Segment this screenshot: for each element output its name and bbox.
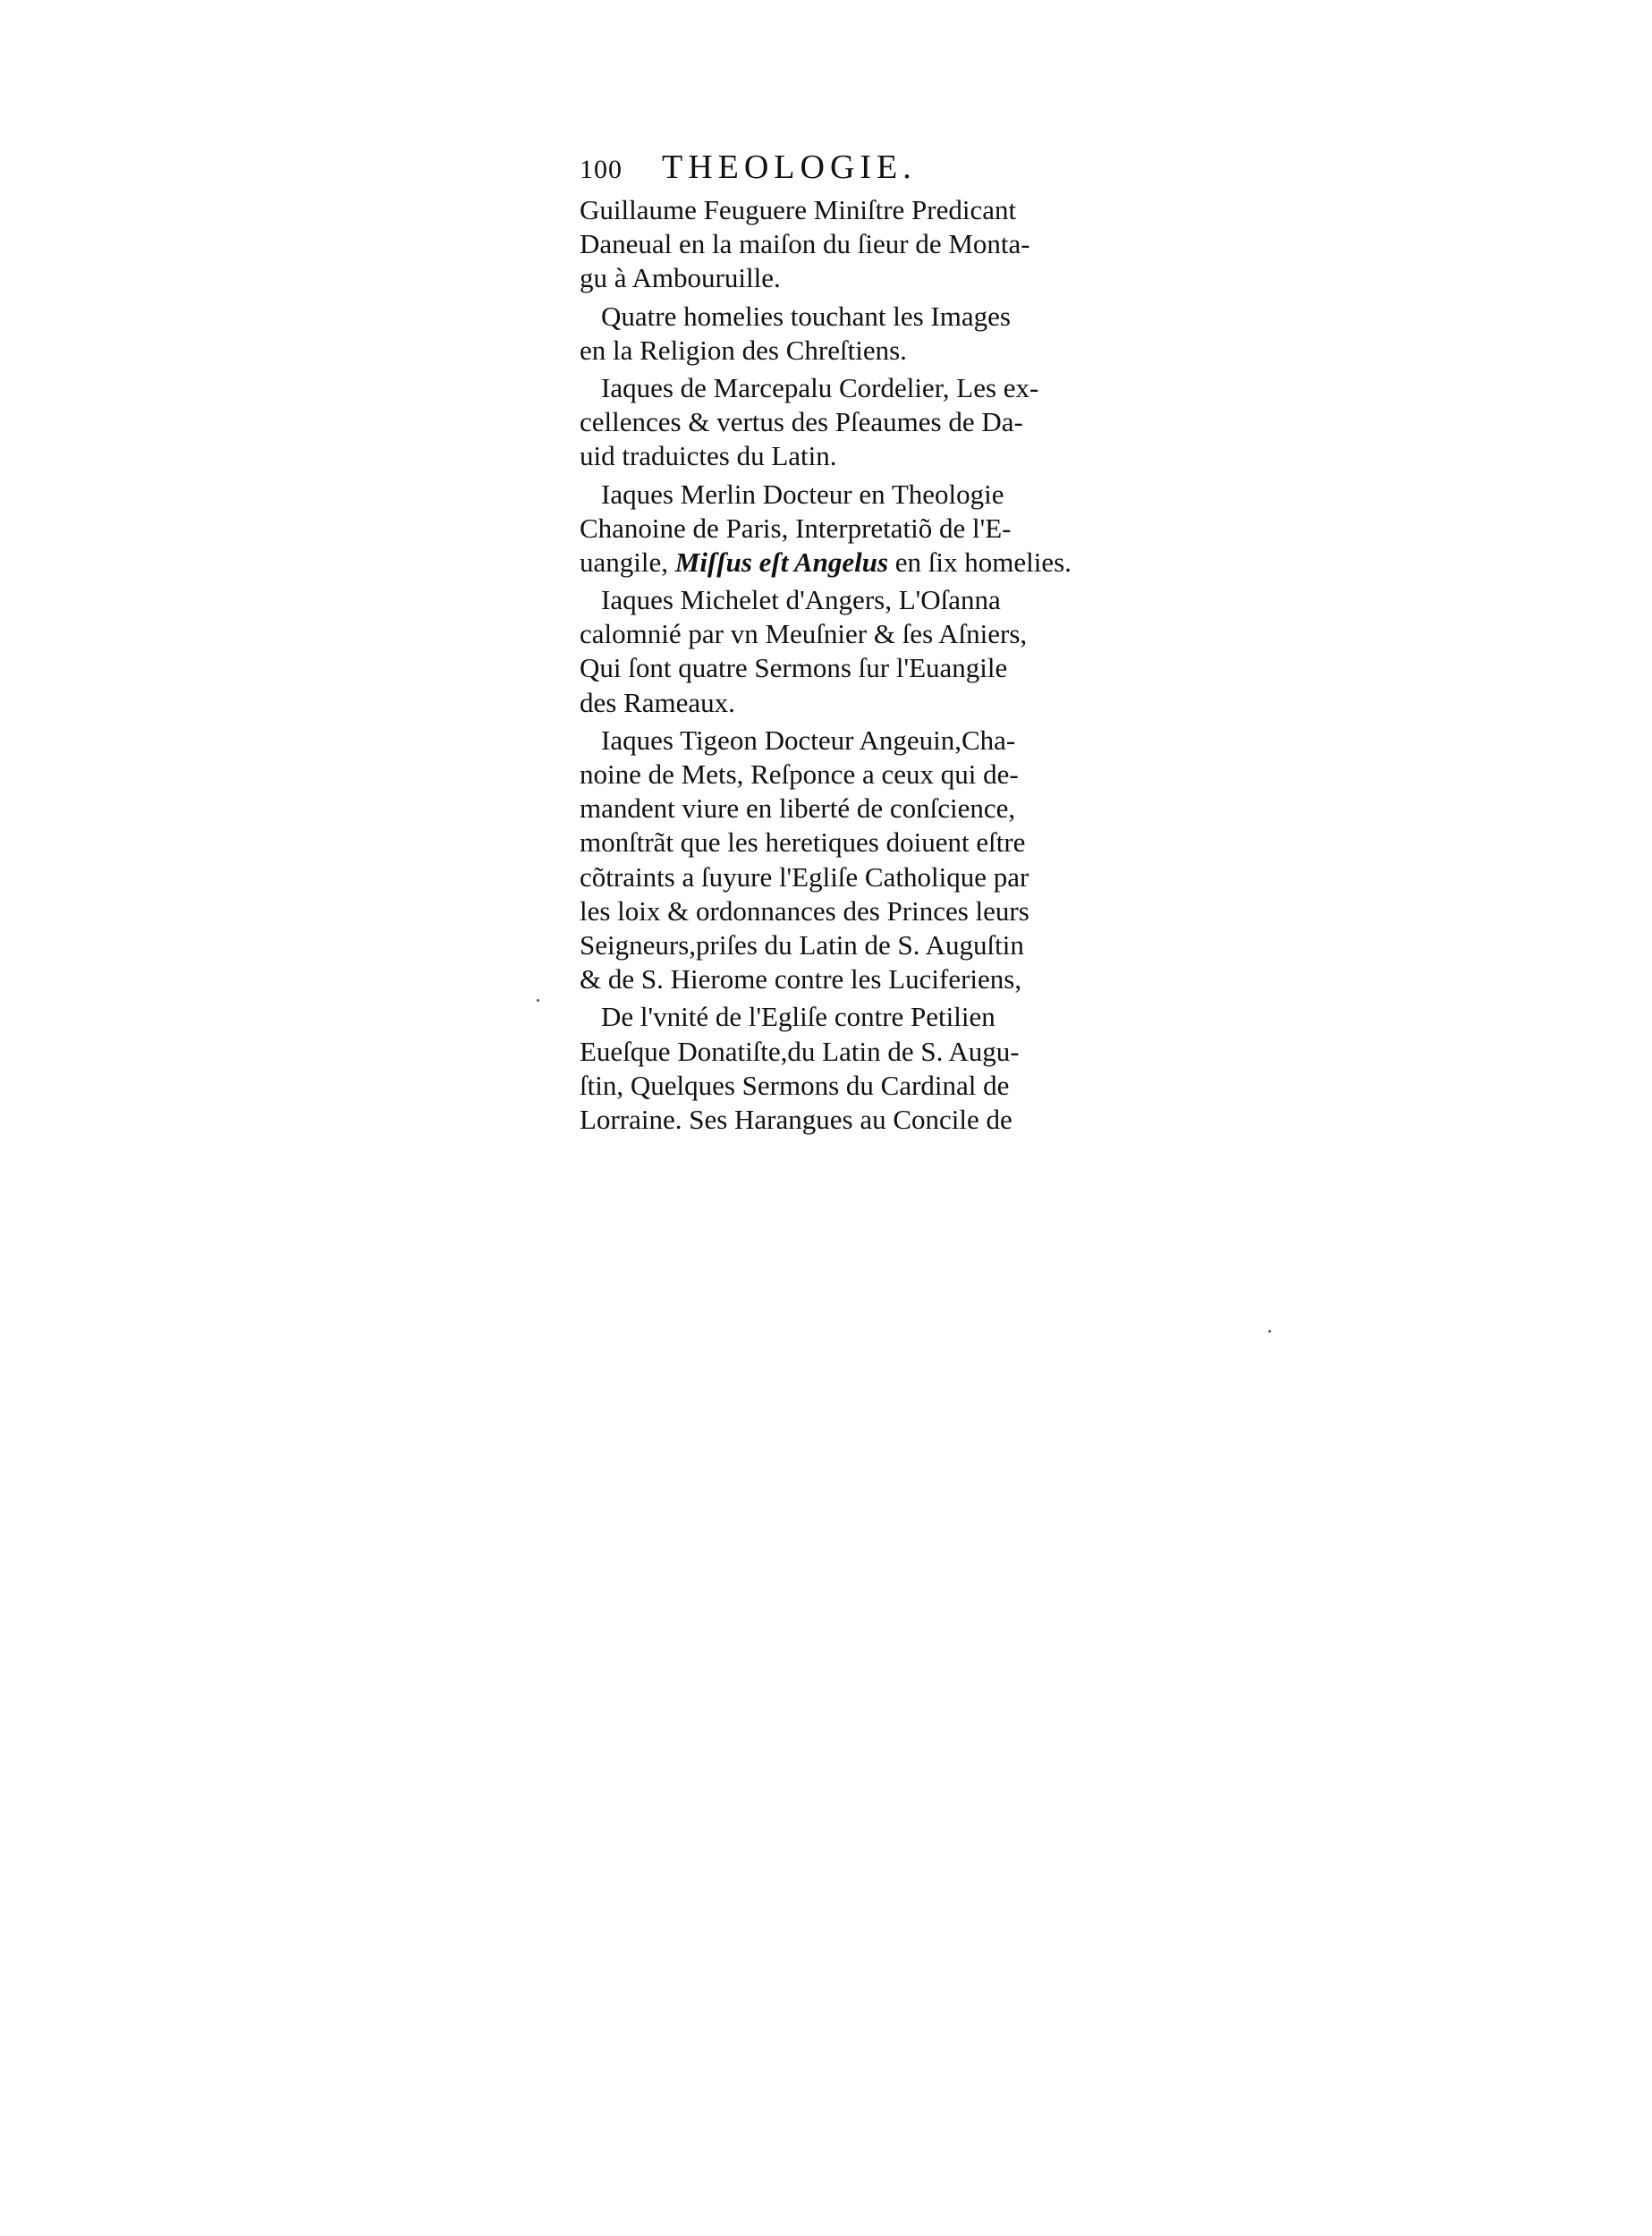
text-line: noine de Mets, Reſponce a ceux qui de- (580, 758, 1019, 790)
text-line-with-italic (580, 546, 1134, 580)
margin-speck-left (537, 999, 539, 1002)
text-line: Iaques de Marcepalu Cordelier, Les ex- (601, 371, 1039, 403)
text-line: calomnié par vn Meuſnier & ſes Aſniers, (580, 618, 1028, 650)
text-line: cõtraints a ſuyure l'Egliſe Catholique par (580, 860, 1029, 893)
text-line: mandent viure en liberté de conſcience, (580, 792, 1016, 825)
text-line: Eueſque Donatiſte,du Latin de S. Augu- (580, 1035, 1020, 1067)
page-number: 100 (580, 155, 623, 184)
text-line: cellences & vertus des Pſeaumes de Da- (580, 406, 1023, 438)
text-line: des Rameaux. (580, 686, 735, 718)
text-line: Iaques Michelet d'Angers, L'Oſanna (601, 584, 1001, 616)
text-line: Lorraine. Ses Harangues au Concile de (580, 1103, 1012, 1135)
text-run: en ſix homelies. (888, 546, 1072, 578)
text-line: Chanoine de Paris, Interpretatiõ de l'E- (580, 512, 1012, 544)
text-line: les loix & ordonnances des Princes leurs (580, 894, 1029, 927)
running-head (580, 150, 1134, 190)
text-line: Quatre homelies touchant les Images (601, 300, 1011, 332)
entry-tigeon (580, 724, 1134, 997)
text-line: Guillaume Feuguere Miniſtre Predicant (580, 194, 1017, 225)
running-title: THEOLOGIE. (662, 148, 917, 186)
margin-speck-right (1268, 1330, 1271, 1333)
text-line: De l'vnité de l'Egliſe contre Petilien (601, 1001, 995, 1033)
italic-latin-phrase: Miſſus eſt Angelus (674, 546, 889, 578)
entry-michelet (580, 583, 1134, 720)
text-line: Iaques Tigeon Docteur Angeuin,Cha- (601, 724, 1016, 756)
text-line: uid traduictes du Latin. (580, 440, 837, 472)
entry-feuguere (580, 193, 1134, 296)
text-line: gu à Ambouruille. (580, 262, 781, 294)
text-line: Iaques Merlin Docteur en Theologie (601, 478, 1004, 510)
text-line: Qui ſont quatre Sermons ſur l'Euangile (580, 652, 1008, 684)
entry-merlin (580, 478, 1134, 580)
entry-marcepalu (580, 371, 1134, 474)
text-line: Seigneurs,priſes du Latin de S. Auguſtin (580, 928, 1024, 961)
text-line: ſtin, Quelques Sermons du Cardinal de (580, 1069, 1010, 1101)
text-column (580, 150, 1134, 1137)
text-line: en la Religion des Chreſtiens. (580, 334, 907, 366)
text-line: & de S. Hierome contre les Luciferiens, (580, 963, 1022, 995)
entry-vnite-eglise (580, 1000, 1134, 1137)
text-line: monſtrãt que les heretiques doiuent eſtre (580, 826, 1026, 859)
entry-homelies (580, 300, 1134, 368)
text-run: uangile, (580, 546, 675, 578)
text-line: Daneual en la maiſon du ſieur de Monta- (580, 228, 1030, 260)
